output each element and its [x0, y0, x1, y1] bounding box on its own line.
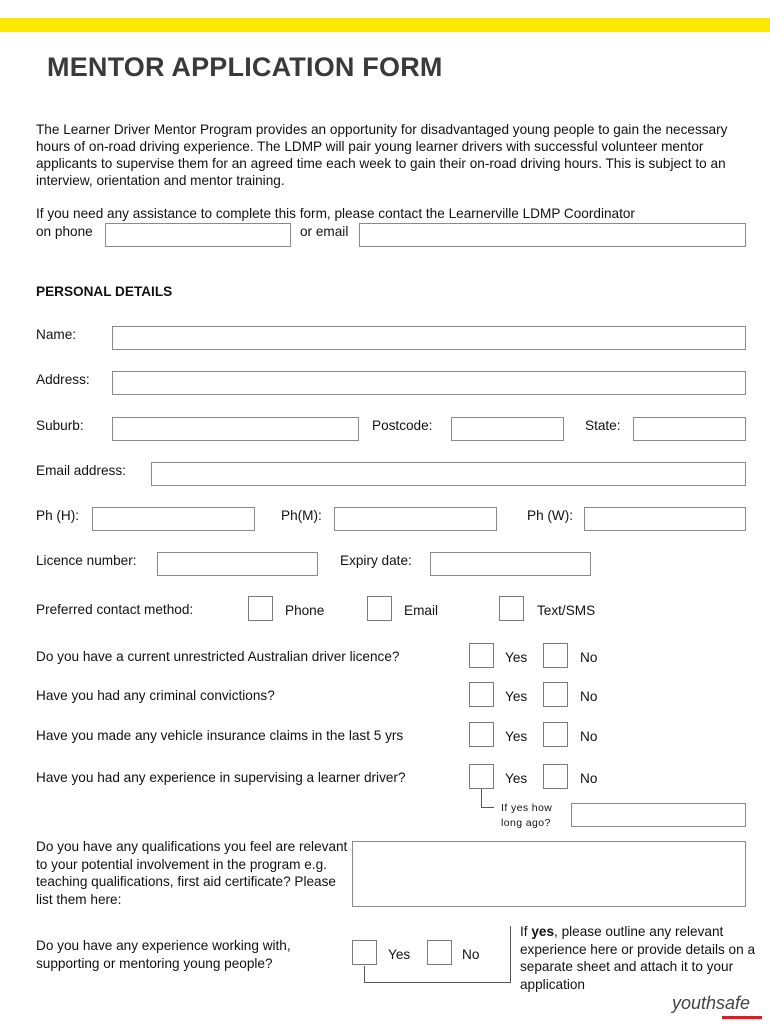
licence-number-label: Licence number:	[36, 553, 137, 568]
connector-line	[510, 926, 511, 983]
convictions-question: Have you had any criminal convictions?	[36, 688, 275, 703]
email-address-field[interactable]	[151, 462, 746, 486]
top-yellow-bar	[0, 18, 770, 32]
suburb-label: Suburb:	[36, 418, 84, 433]
contact-email-checkbox[interactable]	[367, 596, 392, 621]
insurance-yes-label: Yes	[505, 729, 528, 744]
young-people-question: Do you have any experience working with, supporting or mentoring young people?	[36, 938, 291, 971]
phone-work-field[interactable]	[584, 507, 746, 531]
contact-phone-checkbox[interactable]	[248, 596, 273, 621]
coordinator-phone-field[interactable]	[105, 223, 291, 247]
expiry-date-field[interactable]	[430, 552, 591, 576]
name-label: Name:	[36, 327, 77, 342]
address-label: Address:	[36, 372, 90, 387]
young-people-yes-checkbox[interactable]	[352, 940, 377, 965]
phone-mobile-field[interactable]	[334, 507, 497, 531]
youthsafe-logo: youthsafe	[672, 993, 751, 1013]
personal-details-heading: PERSONAL DETAILS	[36, 284, 173, 299]
supervising-no-checkbox[interactable]	[543, 764, 568, 789]
postcode-label: Postcode:	[372, 418, 433, 433]
coordinator-email-field[interactable]	[359, 223, 746, 247]
convictions-yes-checkbox[interactable]	[469, 682, 494, 707]
convictions-no-label: No	[580, 689, 598, 704]
licence-yes-checkbox[interactable]	[469, 643, 494, 668]
phone-work-label: Ph (W):	[527, 508, 574, 523]
contact-sms-checkbox[interactable]	[499, 596, 524, 621]
state-field[interactable]	[633, 417, 746, 441]
contact-phone-label: Phone	[285, 603, 325, 618]
intro-paragraph: The Learner Driver Mentor Program provides an opportunity for disadvantaged young people to gain the necessary hours of on-road driving experience. The LDMP will pair young learner drivers with successful volunteer mentor applicants to supervise them for an agreed time each week to gain their on-road driving hours. This is subject to an interview, orientation and mentor training.	[36, 122, 728, 188]
young-people-no-checkbox[interactable]	[427, 940, 452, 965]
state-label: State:	[585, 418, 621, 433]
convictions-yes-label: Yes	[505, 689, 528, 704]
how-long-label-line2: long ago?	[501, 817, 551, 829]
supervising-no-label: No	[580, 771, 598, 786]
address-field[interactable]	[112, 371, 746, 395]
supervising-yes-checkbox[interactable]	[469, 764, 494, 789]
phone-home-label: Ph (H):	[36, 508, 80, 523]
insurance-no-checkbox[interactable]	[543, 722, 568, 747]
qualifications-question: Do you have any qualifications you feel are relevant to your potential involvement in the program e.g. teaching qualifications, first aid certificate? Please list them here:	[36, 839, 348, 907]
contact-method-label: Preferred contact method:	[36, 602, 194, 617]
contact-email-label: Email	[404, 603, 438, 618]
connector-line	[481, 789, 482, 808]
young-people-yes-label: Yes	[388, 947, 411, 962]
licence-no-checkbox[interactable]	[543, 643, 568, 668]
connector-line	[481, 807, 494, 808]
phone-home-field[interactable]	[92, 507, 255, 531]
assistance-text: If you need any assistance to complete this form, please contact the Learnerville LDMP Coordinator	[36, 206, 635, 221]
licence-question: Do you have a current unrestricted Australian driver licence?	[36, 649, 400, 664]
supervising-yes-label: Yes	[505, 771, 528, 786]
connector-line	[364, 966, 365, 983]
page-title: MENTOR APPLICATION FORM	[47, 52, 443, 82]
young-people-no-label: No	[462, 947, 480, 962]
how-long-label-line1: If yes how	[501, 802, 553, 814]
postcode-field[interactable]	[451, 417, 564, 441]
insurance-no-label: No	[580, 729, 598, 744]
connector-line	[364, 982, 510, 983]
suburb-field[interactable]	[112, 417, 359, 441]
email-address-label: Email address:	[36, 463, 126, 478]
insurance-question: Have you made any vehicle insurance claims in the last 5 yrs	[36, 728, 404, 743]
coordinator-phone-label: on phone	[36, 224, 93, 239]
supervising-question: Have you had any experience in supervising a learner driver?	[36, 770, 406, 785]
name-field[interactable]	[112, 326, 746, 350]
if-yes-instructions: If yes, please outline any relevant experience here or provide details on a separate sheet and attach it to your application	[520, 924, 756, 992]
licence-number-field[interactable]	[157, 552, 318, 576]
convictions-no-checkbox[interactable]	[543, 682, 568, 707]
licence-no-label: No	[580, 650, 598, 665]
how-long-ago-field[interactable]	[571, 803, 746, 827]
phone-mobile-label: Ph(M):	[281, 508, 322, 523]
qualifications-field[interactable]	[352, 841, 746, 907]
insurance-yes-checkbox[interactable]	[469, 722, 494, 747]
coordinator-email-label: or email	[300, 224, 349, 239]
expiry-date-label: Expiry date:	[340, 553, 412, 568]
logo-accent	[722, 1016, 762, 1019]
licence-yes-label: Yes	[505, 650, 528, 665]
contact-sms-label: Text/SMS	[537, 603, 596, 618]
